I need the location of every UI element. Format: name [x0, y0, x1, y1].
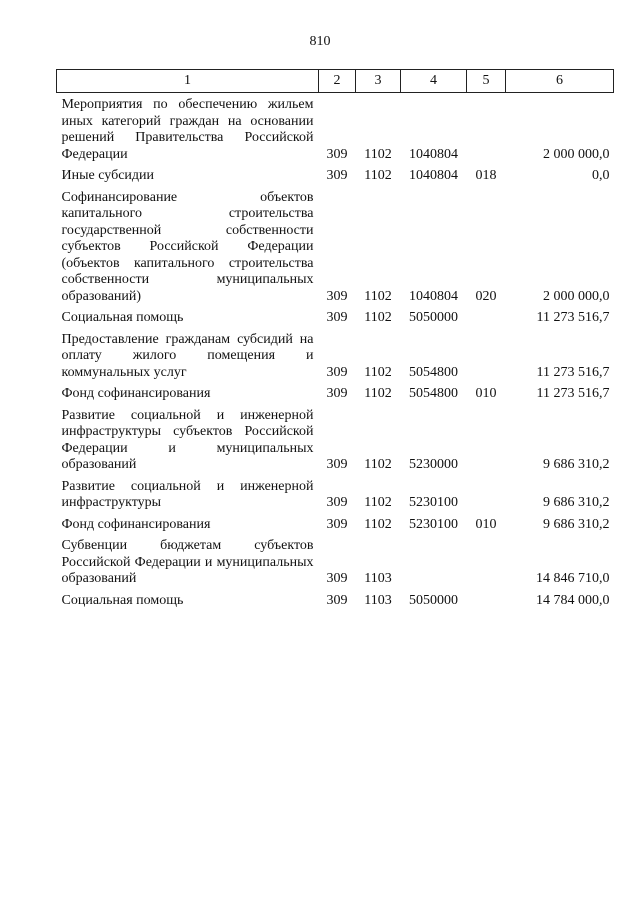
column-header: 4 — [401, 70, 467, 93]
row-expense-type — [467, 328, 506, 383]
row-ministry-code: 309 — [326, 168, 348, 183]
row-name: Развитие социальной и инженерной инфраструктуры — [61, 478, 314, 510]
row-expense-type: 010 — [475, 516, 497, 532]
row-section-code: 1103 — [364, 571, 392, 586]
row-section-code: 1102 — [364, 516, 392, 532]
row-amount: 11 273 516,7 — [536, 364, 610, 380]
row-target-code: 5230000 — [409, 457, 458, 472]
row-amount: 9 686 310,2 — [543, 495, 610, 510]
table-row — [57, 589, 614, 611]
row-section-code: 1102 — [364, 364, 392, 380]
row-name: Фонд софинансирования — [61, 386, 211, 401]
row-section-code: 1102 — [364, 288, 392, 304]
table-row — [57, 93, 614, 165]
row-section-code: 1102 — [364, 386, 392, 401]
row-expense-type: 020 — [475, 288, 497, 304]
table-header-row — [57, 70, 614, 93]
row-section-code: 1102 — [364, 168, 392, 183]
row-ministry-code: 309 — [326, 288, 348, 304]
table-row — [57, 475, 614, 513]
row-target-code: 5054800 — [409, 364, 458, 380]
row-expense-type — [467, 306, 506, 328]
row-ministry-code: 309 — [326, 457, 348, 472]
row-amount: 2 000 000,0 — [543, 288, 610, 304]
column-header: 1 — [57, 70, 319, 93]
row-amount: 0,0 — [592, 168, 610, 183]
row-target-code: 1040804 — [409, 146, 458, 162]
row-expense-type — [467, 93, 506, 165]
table-row — [57, 186, 614, 307]
row-name: Иные субсидии — [61, 168, 155, 183]
row-target-code: 1040804 — [409, 288, 458, 304]
row-target-code: 5050000 — [409, 310, 458, 325]
table-row — [57, 382, 614, 404]
row-amount: 2 000 000,0 — [543, 146, 610, 162]
column-header: 2 — [319, 70, 356, 93]
row-target-code: 5230100 — [409, 495, 458, 510]
table-row — [57, 306, 614, 328]
row-amount: 14 846 710,0 — [536, 571, 610, 586]
row-target-code: 5054800 — [409, 386, 458, 401]
column-header: 5 — [467, 70, 506, 93]
row-amount: 14 784 000,0 — [536, 592, 610, 608]
row-ministry-code: 309 — [326, 495, 348, 510]
row-ministry-code: 309 — [326, 386, 348, 401]
row-name: Фонд софинансирования — [61, 516, 211, 532]
row-amount: 9 686 310,2 — [543, 457, 610, 472]
row-ministry-code: 309 — [326, 310, 348, 325]
row-section-code: 1103 — [364, 592, 392, 608]
table-row — [57, 513, 614, 535]
row-section-code: 1102 — [364, 310, 392, 325]
row-name: Социальная помощь — [61, 592, 184, 608]
row-name: Социальная помощь — [61, 310, 184, 325]
row-ministry-code: 309 — [326, 364, 348, 380]
column-header: 3 — [356, 70, 401, 93]
row-ministry-code: 309 — [326, 516, 348, 532]
page-number: 810 — [309, 34, 331, 49]
row-expense-type — [467, 475, 506, 513]
row-expense-type: 010 — [475, 386, 497, 401]
table-row — [57, 404, 614, 475]
row-amount: 11 273 516,7 — [536, 310, 610, 325]
row-expense-type — [467, 534, 506, 589]
row-target-code — [401, 534, 467, 589]
row-amount: 9 686 310,2 — [543, 516, 610, 532]
table-row — [57, 534, 614, 589]
row-ministry-code: 309 — [326, 146, 348, 162]
row-name: Субвенции бюджетам субъектов Российской Федерации и муниципальных образований — [61, 538, 314, 586]
row-expense-type — [467, 589, 506, 611]
column-header: 6 — [506, 70, 614, 93]
row-name: Софинансирование объектов капитального строительства государственной собственности субъектов Российской Федерации (объектов капитального строительства собственности муниципальных образований) — [61, 189, 314, 304]
row-expense-type: 018 — [475, 168, 497, 183]
row-target-code: 1040804 — [409, 168, 458, 183]
budget-table — [56, 69, 614, 610]
row-target-code: 5230100 — [409, 516, 458, 532]
row-ministry-code: 309 — [326, 592, 348, 608]
row-section-code: 1102 — [364, 146, 392, 162]
row-ministry-code: 309 — [326, 571, 348, 586]
row-name: Мероприятия по обеспечению жильем иных категорий граждан на основании решений Правительства Российской Федерации — [61, 97, 314, 162]
row-name: Развитие социальной и инженерной инфраструктуры субъектов Российской Федерации и муниципальных образований — [61, 407, 314, 472]
row-section-code: 1102 — [364, 495, 392, 510]
table-row — [57, 164, 614, 186]
row-expense-type — [467, 404, 506, 475]
row-name: Предоставление гражданам субсидий на оплату жилого помещения и коммунальных услуг — [61, 331, 314, 380]
row-section-code: 1102 — [364, 457, 392, 472]
row-amount: 11 273 516,7 — [536, 386, 610, 401]
row-target-code: 5050000 — [409, 592, 458, 608]
table-row — [57, 328, 614, 383]
